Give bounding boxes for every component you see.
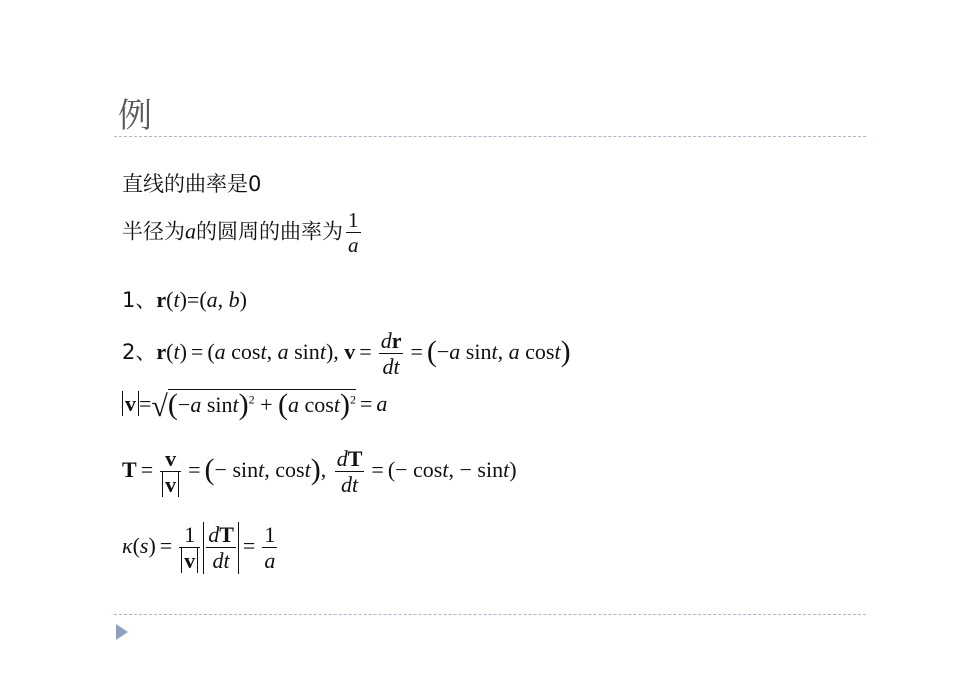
sqrt-expression: √(−a sint)$^2$ + (a cost)$^2$ [151,388,356,423]
tangent-line: T = $\frac{v}{v}$ = (− sint, cost), $\frac{dT}{dt}$ = (− cost, − sint) [122,446,517,498]
page-title: 例 [118,96,152,136]
statement2-text: 半径为 [122,219,185,244]
case1-line: 1、r(t)=(a, b) [122,287,247,312]
statement2-var: a [185,218,196,244]
statement2-text2: 的圆周的曲率为 [196,219,343,244]
case1-label: 1、 [122,288,157,312]
statement-line-straight: 直线的曲率是0 [122,172,262,196]
fraction-numerator: 1 [348,208,359,232]
curvature-fraction [346,208,361,257]
dr-dt-fraction: $\frac{dr}{dt}$ [380,328,402,380]
speed-line: v =√(−a sint)$^2$ + (a cost)$^2$ = a [122,388,387,424]
dT-dt-fraction: $\frac{dT}{dt}$ [336,446,363,498]
statement-line-circle [122,208,364,257]
case2-line: 2、r(t) = (a cost, a sint), v = $\frac{dr}{dt}$ = (−a sint, a cost) [122,328,571,380]
title-divider [114,136,866,137]
abs-dT-dt: $\frac{dT}{dt}$ [203,522,239,574]
case2-label: 2、 [122,339,157,364]
curvature-line: κ(s) = $\frac{1}{v}$ $\frac{dT}{dt}$ = $\frac{1}{a}$ [122,522,276,574]
footer-divider [114,614,866,615]
play-triangle-icon [116,624,128,640]
one-over-norm-fraction: $\frac{1}{v}$ [179,522,200,574]
fraction-denominator: a [348,233,359,258]
one-over-a-fraction: $\frac{1}{a}$ [264,522,276,574]
v-over-norm-fraction: $\frac{v}{v}$ [160,446,181,498]
